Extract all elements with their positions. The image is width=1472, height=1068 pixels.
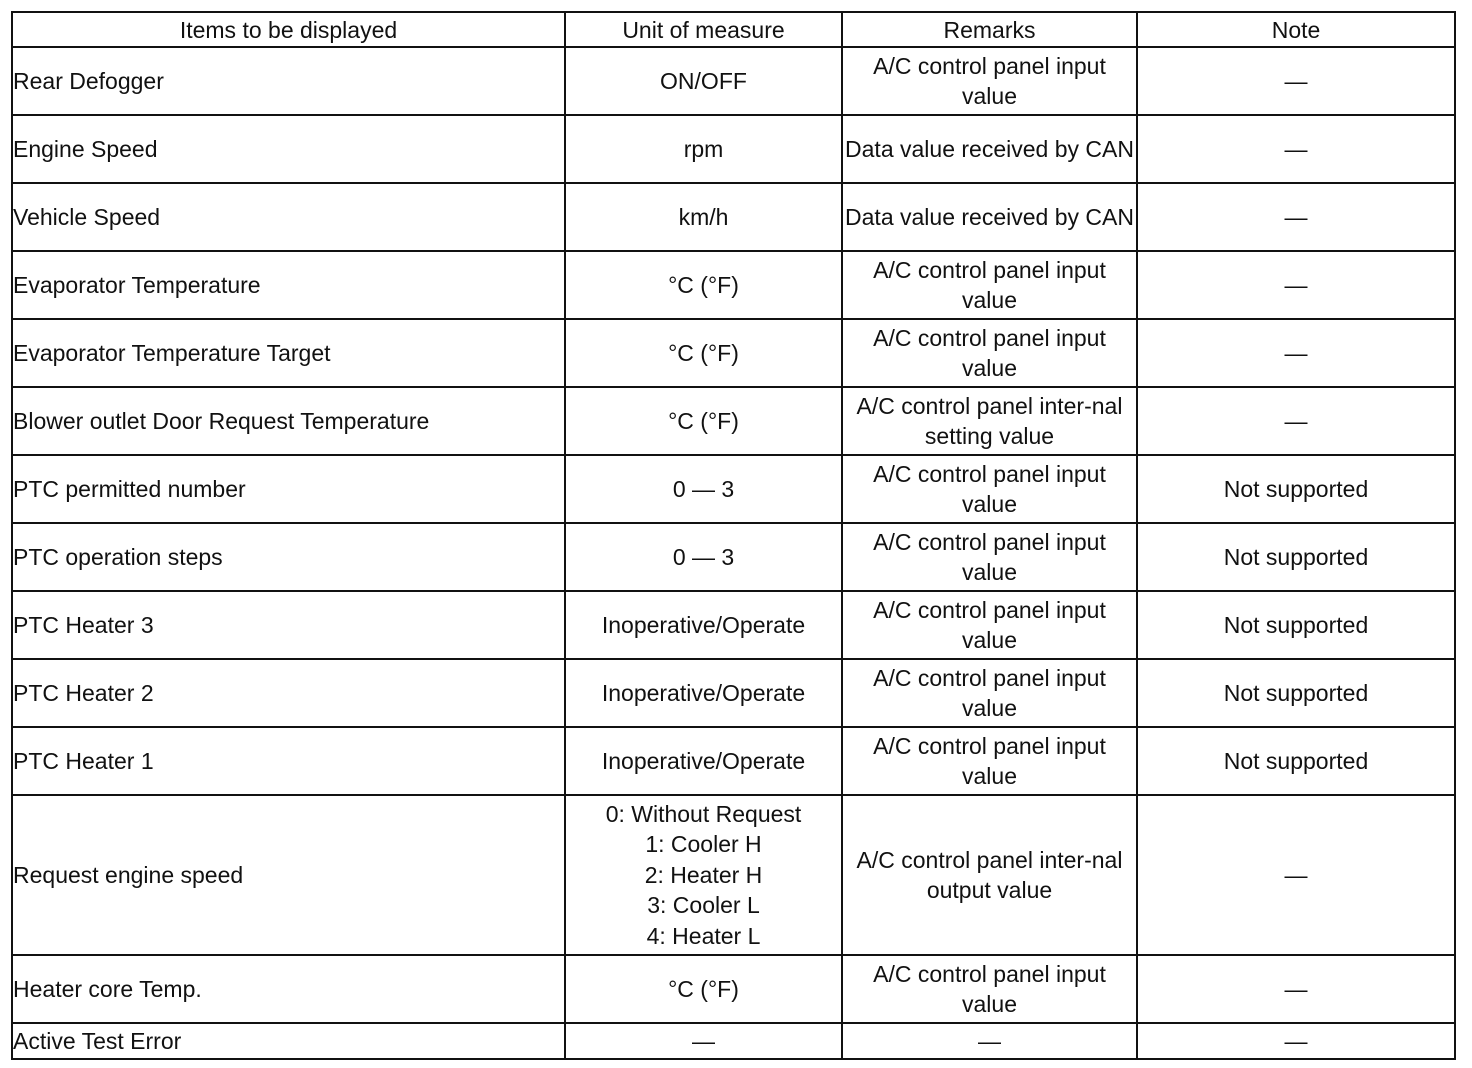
unit-cell: km/h (565, 183, 842, 251)
note-cell: — (1137, 795, 1455, 955)
header-note: Note (1137, 12, 1455, 47)
item-cell: Vehicle Speed (12, 183, 565, 251)
item-cell: PTC Heater 3 (12, 591, 565, 659)
note-cell: Not supported (1137, 523, 1455, 591)
remarks-cell: A/C control panel input value (842, 251, 1137, 319)
note-cell: — (1137, 319, 1455, 387)
remarks-cell: Data value received by CAN (842, 183, 1137, 251)
item-cell: PTC operation steps (12, 523, 565, 591)
header-remarks: Remarks (842, 12, 1137, 47)
unit-cell: — (565, 1023, 842, 1059)
table-row (12, 591, 1455, 659)
remarks-cell: A/C control panel input value (842, 523, 1137, 591)
item-cell: Blower outlet Door Request Temperature (12, 387, 565, 455)
spec-table (11, 11, 1456, 1060)
remarks-cell: A/C control panel input value (842, 727, 1137, 795)
note-cell: Not supported (1137, 727, 1455, 795)
table-row (12, 659, 1455, 727)
item-cell: Rear Defogger (12, 47, 565, 115)
item-cell: PTC Heater 1 (12, 727, 565, 795)
unit-option: 3: Cooler L (647, 892, 760, 919)
table-row (12, 183, 1455, 251)
table-row (12, 523, 1455, 591)
unit-option: 1: Cooler H (645, 831, 762, 858)
unit-cell (565, 795, 842, 955)
remarks-cell: A/C control panel input value (842, 955, 1137, 1023)
table-row (12, 795, 1455, 955)
item-cell: Evaporator Temperature (12, 251, 565, 319)
remarks-cell: A/C control panel input value (842, 319, 1137, 387)
table-row (12, 1023, 1455, 1059)
item-cell: PTC permitted number (12, 455, 565, 523)
unit-cell: °C (°F) (565, 319, 842, 387)
note-cell: — (1137, 183, 1455, 251)
remarks-cell: A/C control panel inter-nal output value (842, 795, 1137, 955)
note-cell: Not supported (1137, 591, 1455, 659)
item-cell: Active Test Error (12, 1023, 565, 1059)
remarks-cell: — (842, 1023, 1137, 1059)
unit-cell: rpm (565, 115, 842, 183)
table-row (12, 727, 1455, 795)
item-cell: Request engine speed (12, 795, 565, 955)
header-items: Items to be displayed (12, 12, 565, 47)
table-row (12, 955, 1455, 1023)
table-row (12, 251, 1455, 319)
unit-cell: Inoperative/Operate (565, 727, 842, 795)
unit-cell: Inoperative/Operate (565, 591, 842, 659)
table-row (12, 455, 1455, 523)
note-cell: Not supported (1137, 659, 1455, 727)
unit-cell: °C (°F) (565, 251, 842, 319)
remarks-cell: A/C control panel input value (842, 591, 1137, 659)
unit-option: 2: Heater H (644, 861, 763, 888)
note-cell: — (1137, 47, 1455, 115)
unit-option: 4: Heater L (646, 922, 761, 949)
unit-cell: Inoperative/Operate (565, 659, 842, 727)
unit-cell: 0 — 3 (565, 455, 842, 523)
item-cell: PTC Heater 2 (12, 659, 565, 727)
item-cell: Evaporator Temperature Target (12, 319, 565, 387)
unit-cell: °C (°F) (565, 955, 842, 1023)
note-cell: — (1137, 387, 1455, 455)
table-row (12, 47, 1455, 115)
note-cell: — (1137, 115, 1455, 183)
remarks-cell: A/C control panel input value (842, 455, 1137, 523)
unit-cell: ON/OFF (565, 47, 842, 115)
remarks-cell: Data value received by CAN (842, 115, 1137, 183)
remarks-cell: A/C control panel input value (842, 47, 1137, 115)
table-row (12, 319, 1455, 387)
unit-option: 0: Without Request (605, 800, 802, 827)
table-row (12, 115, 1455, 183)
note-cell: Not supported (1137, 455, 1455, 523)
note-cell: — (1137, 251, 1455, 319)
note-cell: — (1137, 955, 1455, 1023)
note-cell: — (1137, 1023, 1455, 1059)
unit-cell: °C (°F) (565, 387, 842, 455)
remarks-cell: A/C control panel inter-nal setting value (842, 387, 1137, 455)
item-cell: Heater core Temp. (12, 955, 565, 1023)
item-cell: Engine Speed (12, 115, 565, 183)
header-unit: Unit of measure (565, 12, 842, 47)
header-row (12, 12, 1455, 47)
unit-cell: 0 — 3 (565, 523, 842, 591)
remarks-cell: A/C control panel input value (842, 659, 1137, 727)
table-row (12, 387, 1455, 455)
